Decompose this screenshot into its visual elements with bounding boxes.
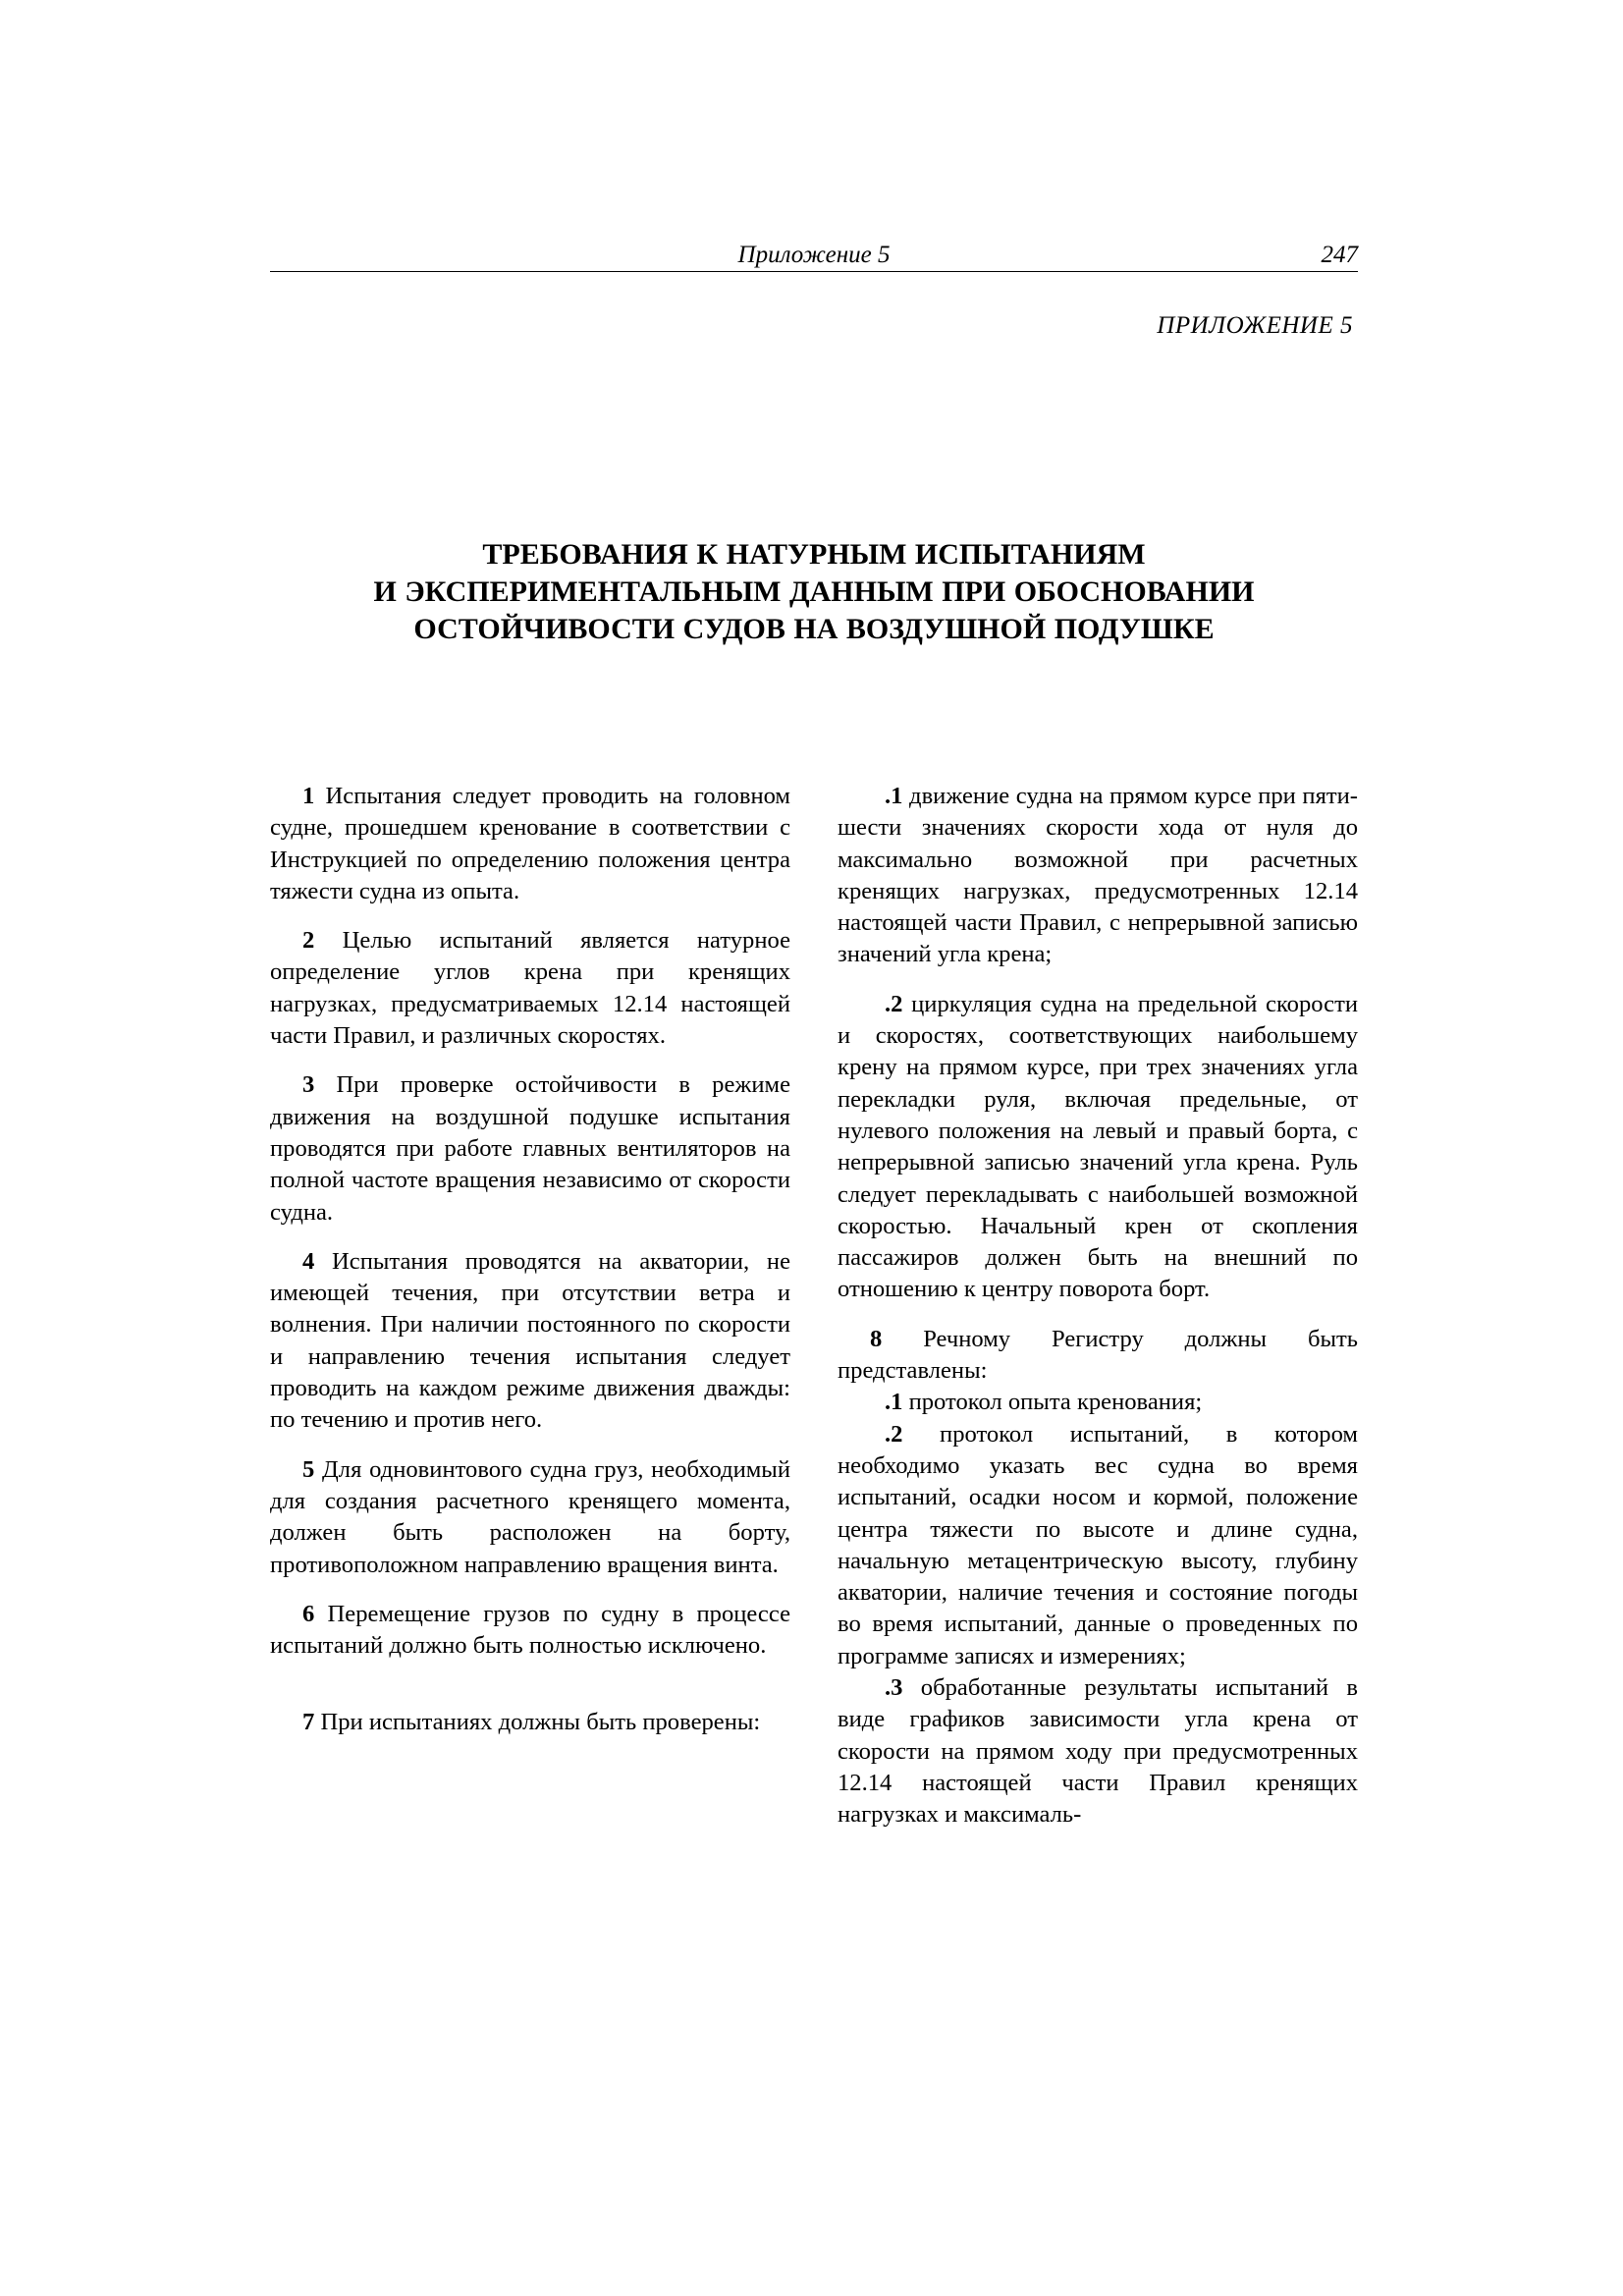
subitem-7-1 (838, 781, 1358, 971)
paragraph-text: При проверке остойчивости в режиме движения на воздушной подушке испытания проводятся при работе главных вентиляторов на полной частоте вращения независимо от скорости судна. (270, 1071, 790, 1226)
title-line-2: И ЭКСПЕРИМЕНТАЛЬНЫМ ДАННЫМ ПРИ ОБОСНОВАНИИ (373, 575, 1255, 608)
paragraph-text: Испытания следует проводить на головном судне, прошедшем кренование в соответствии с Инструкцией по определению положения центра тяжести судна из опыта. (270, 783, 790, 904)
paragraph-text: Речному Регистру должны быть представлены: (838, 1325, 1358, 1385)
paragraph-number: 4 (302, 1247, 315, 1275)
appendix-label: ПРИЛОЖЕНИЕ 5 (1157, 312, 1353, 339)
paragraph-text: При испытаниях должны быть проверены: (314, 1709, 761, 1736)
paragraph-number: 2 (302, 927, 315, 955)
paragraph-6 (270, 1599, 790, 1663)
subitem-number: .1 (885, 783, 903, 809)
paragraph-1 (270, 781, 790, 907)
page-number: 247 (1321, 242, 1358, 268)
subitem-number: .2 (885, 1420, 903, 1448)
paragraph-7 (270, 1707, 790, 1738)
right-column (838, 781, 1358, 1831)
paragraph-text: Для одновинтового судна груз, необходимый для создания расчетного кренящего момента, должен быть расположен на борту, противоположном направлению вращения винта. (270, 1455, 790, 1578)
paragraph-number: 6 (302, 1600, 315, 1627)
subitem-8-1 (838, 1387, 1358, 1418)
title-line-3: ОСТОЙЧИВОСТИ СУДОВ НА ВОЗДУШНОЙ ПОДУШКЕ (413, 613, 1215, 645)
subitem-8-2 (838, 1419, 1358, 1672)
paragraph-text: Целью испытаний является натурное определение углов крена при кренящих нагрузках, предусматриваемых 12.14 настоящей части Правил, и различных скоростях. (270, 927, 790, 1050)
subitem-text: обработанные результаты испытаний в виде графиков зависимости угла крена от скорости на прямом ходу при предусмотренных 12.14 настоящей части Правил кренящих нагрузках и максималь- (838, 1674, 1358, 1829)
paragraph-8 (838, 1324, 1358, 1388)
title-line-1: ТРЕБОВАНИЯ К НАТУРНЫМ ИСПЫТАНИЯМ (482, 538, 1146, 571)
subitem-number: .1 (885, 1389, 903, 1416)
paragraph-4 (270, 1246, 790, 1437)
paragraph-number: 8 (870, 1325, 883, 1352)
subitem-text: движение судна на прямом курсе при пяти-шести значениях скорости хода от нуля до максимально возможной при расчетных кренящих нагрузках, предусмотренных 12.14 настоящей части Правил, с непрерывной записью значений угла крена; (838, 783, 1358, 968)
subitem-number: .3 (885, 1674, 903, 1702)
left-column (270, 781, 790, 1739)
paragraph-number: 3 (302, 1071, 315, 1099)
paragraph-number: 1 (302, 783, 315, 809)
subitem-text: протокол испытаний, в котором необходимо указать вес судна во время испытаний, осадки носом и кормой, положение центра тяжести по высоте и длине судна, начальную метацентрическую высоту, глубину акватории, наличие течения и состояние погоды во время испытаний, данные о проведенных по программе записях и измерениях; (838, 1420, 1358, 1669)
subitem-text: циркуляция судна на предельной скорости и скоростях, соответствующих наибольшему крену на прямом курсе, при трех значениях угла перекладки руля, включая предельные, от нулевого положения на левый и правый борта, с непрерывной записью значений угла крена. Руль следует перекладывать с наибольшей возможной скоростью. Начальный крен от скопления пассажиров должен быть на внешний по отношению к центру поворота борт. (838, 990, 1358, 1303)
paragraph-text: Перемещение грузов по судну в процессе испытаний должно быть полностью исключено. (270, 1600, 790, 1660)
document-title (270, 536, 1358, 648)
subitem-8-3 (838, 1672, 1358, 1831)
paragraph-number: 5 (302, 1455, 315, 1483)
subitem-number: .2 (885, 990, 903, 1017)
paragraph-5 (270, 1454, 790, 1581)
subitem-7-2 (838, 989, 1358, 1306)
paragraph-number: 7 (302, 1709, 315, 1736)
paragraph-3 (270, 1069, 790, 1228)
subitem-text: протокол опыта кренования; (902, 1389, 1203, 1416)
running-header (270, 242, 1358, 272)
running-title: Приложение 5 (737, 242, 891, 268)
paragraph-2 (270, 925, 790, 1052)
paragraph-text: Испытания проводятся на акватории, не имеющей течения, при отсутствии ветра и волнения. При наличии постоянного по скорости и направлению течения испытания следует проводить на каждом режиме движения дважды: по течению и против него. (270, 1247, 790, 1434)
